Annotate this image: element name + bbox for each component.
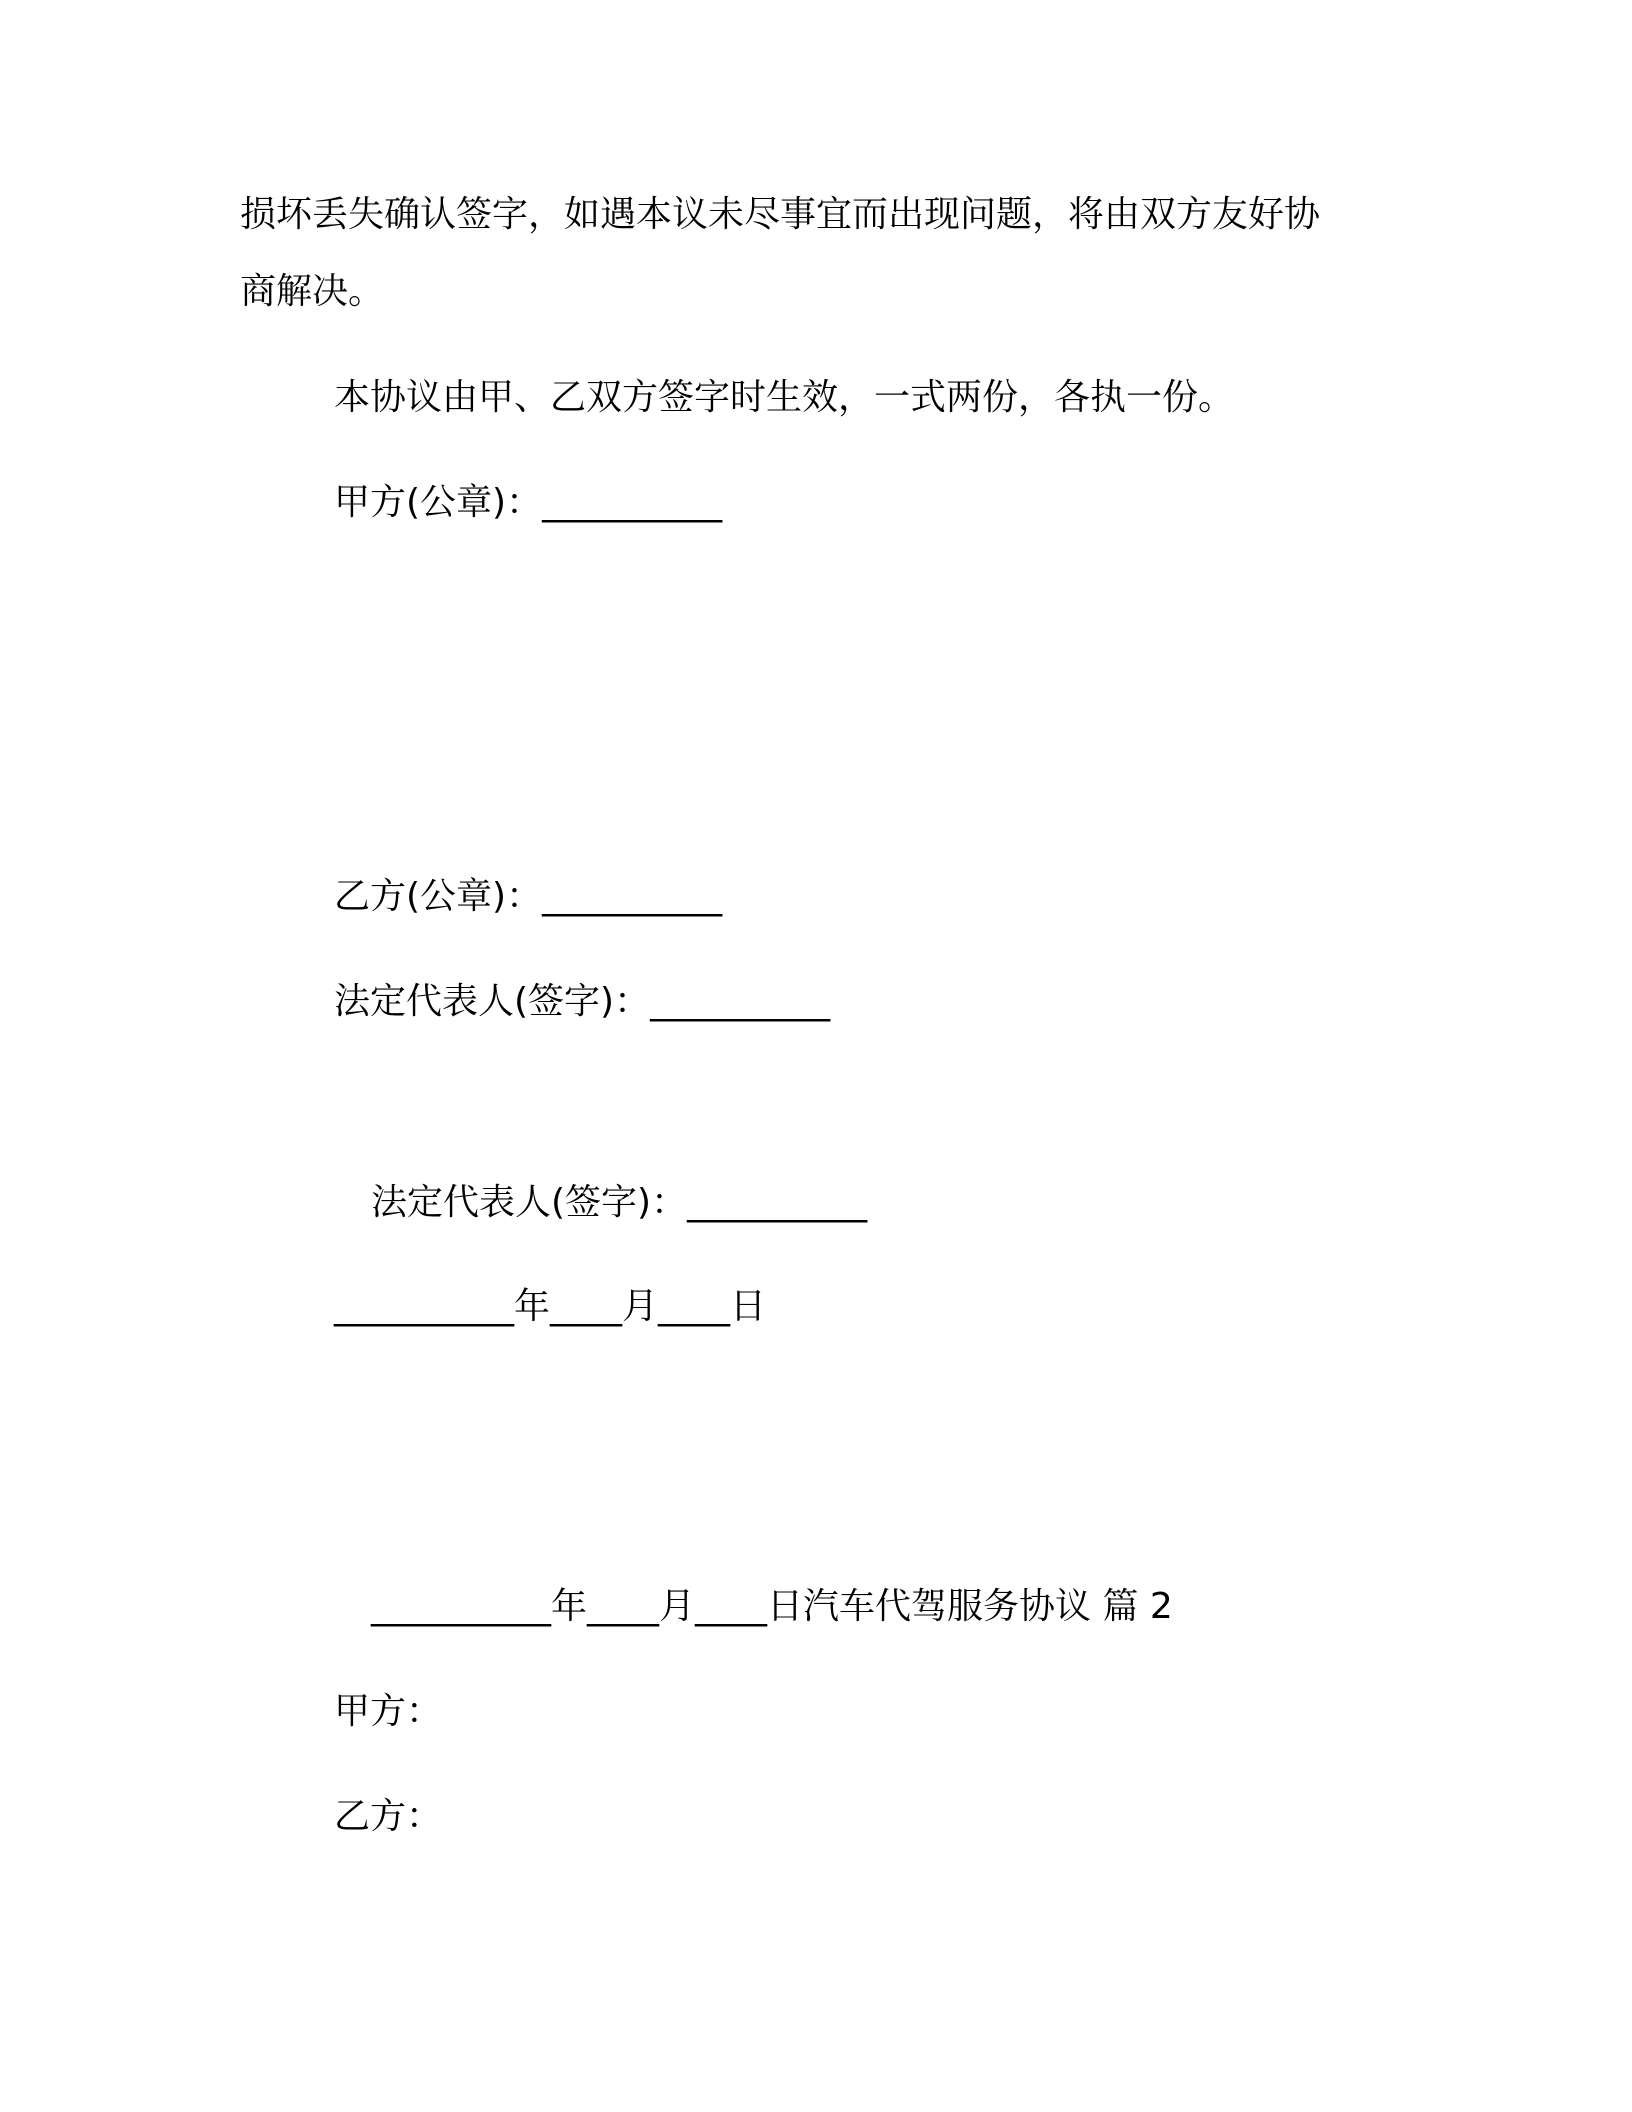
legal-representative-signature-2: 法定代表人(签字)：__________ [371,1182,868,1223]
paragraph-continuation-line-1: 损坏丢失确认签字，如遇本议未尽事宜而出现问题，将由双方友好协 [240,194,1321,235]
paragraph-continuation-line-2: 商解决。 [240,271,385,312]
party-a-label: 甲方： [334,1691,443,1732]
effect-clause: 本协议由甲、乙双方签字时生效，一式两份，各执一份。 [334,377,1235,418]
next-agreement-title: __________年____月____日汽车代驾服务协议 篇 2 [371,1586,1173,1627]
party-b-seal-line: 乙方(公章)：__________ [334,876,723,917]
party-b-label: 乙方： [334,1796,443,1837]
date-line: __________年____月____日 [334,1286,766,1327]
party-a-seal-line: 甲方(公章)：__________ [334,482,723,523]
legal-representative-signature-1: 法定代表人(签字)：__________ [334,981,831,1022]
